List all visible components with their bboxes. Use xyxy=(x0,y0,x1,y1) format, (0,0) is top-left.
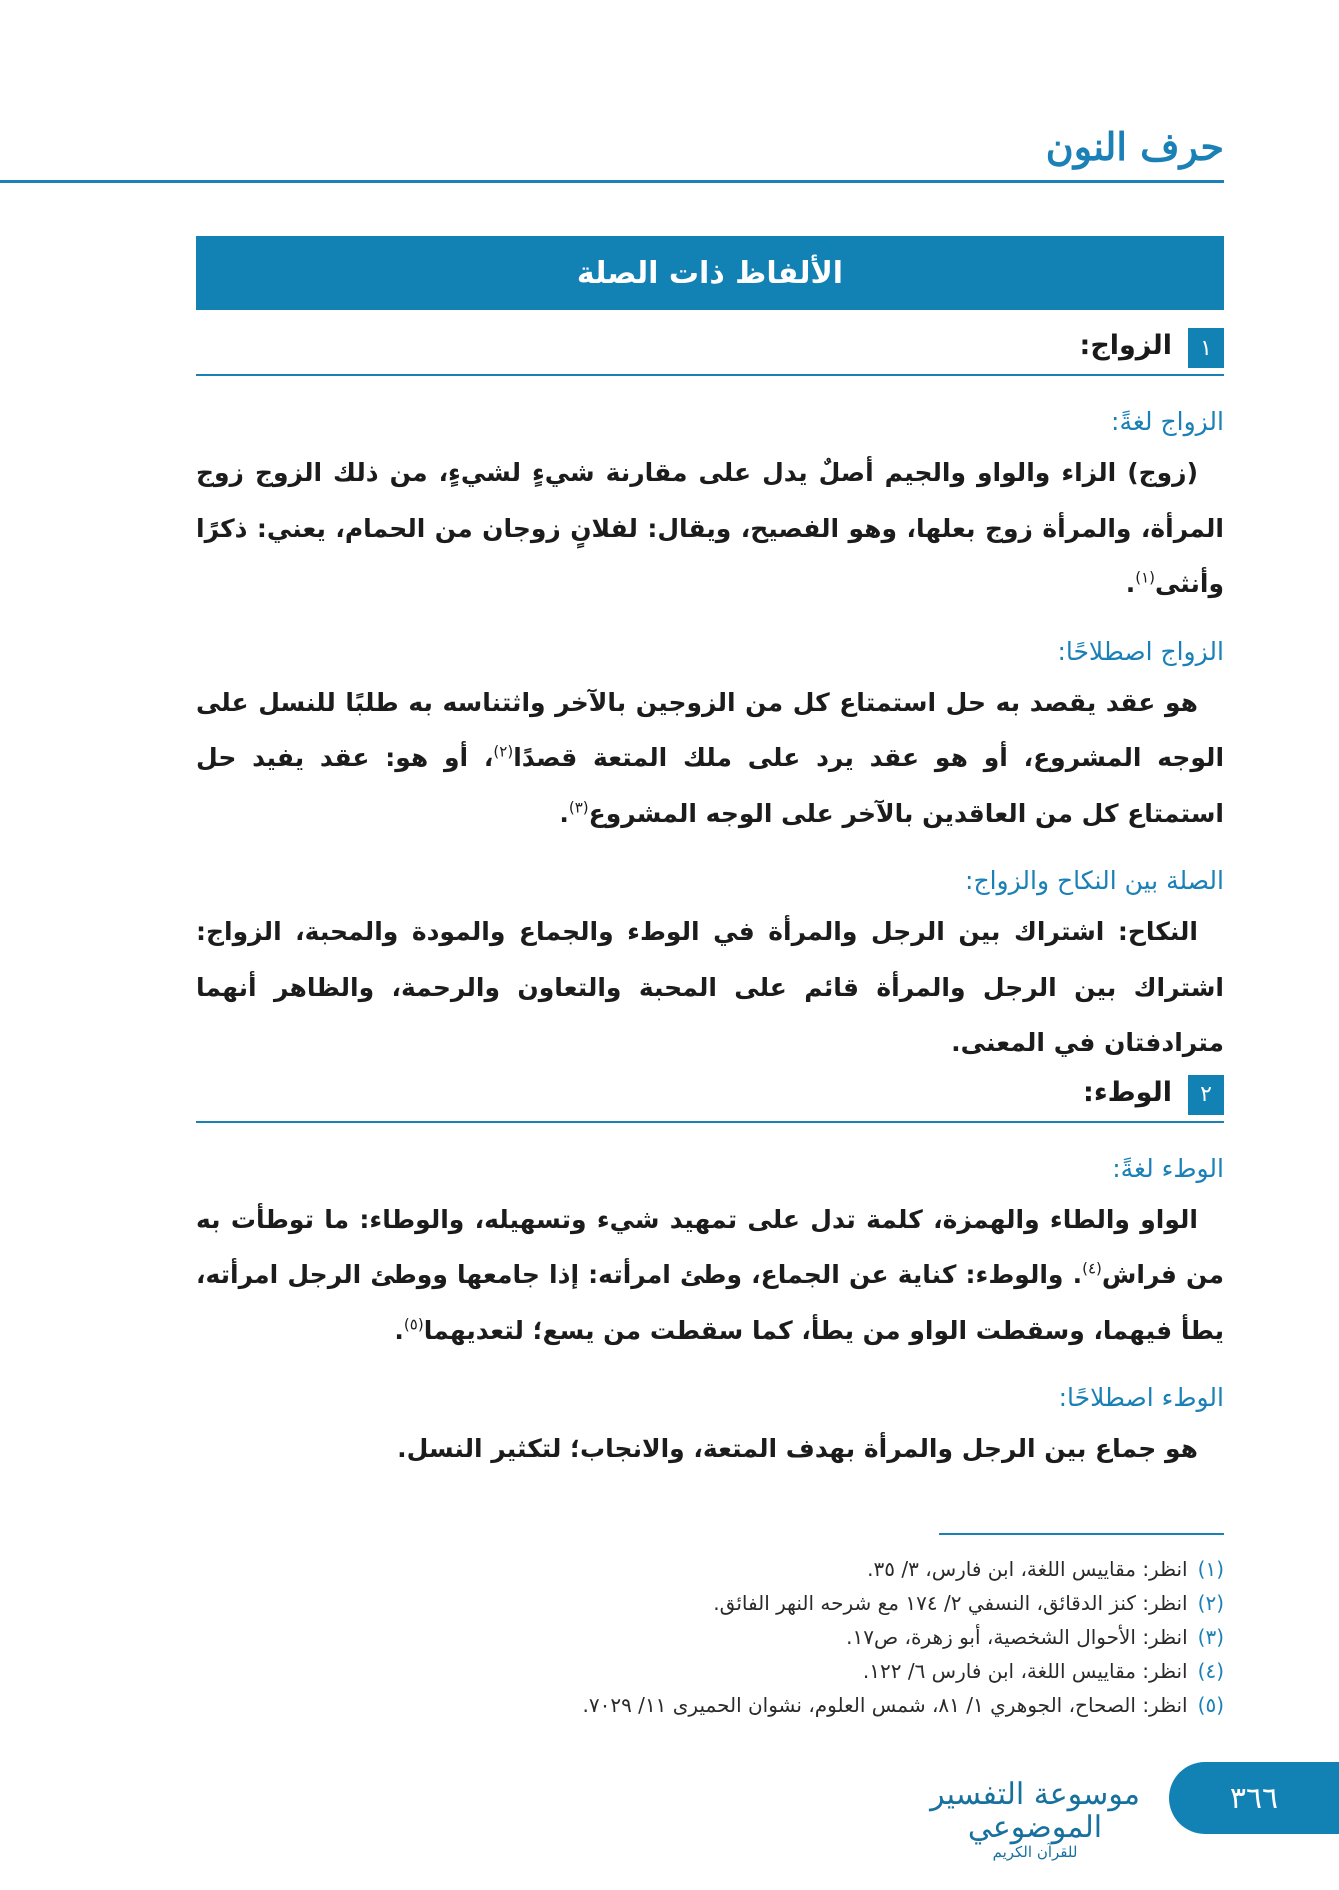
term-number-badge: ١ xyxy=(1188,328,1224,368)
paragraph-text: هو عقد يقصد به حل استمتاع كل من الزوجين بالآخر واثتناسه به طلبًا للنسل على الوجه المشروع، أو هو عقد يرد على ملك المتعة قصدًا xyxy=(196,687,1225,772)
page-number-tab xyxy=(1169,1762,1339,1834)
footnote-number: (١) xyxy=(1197,1557,1224,1581)
paragraph-linguistic xyxy=(196,1192,1224,1359)
footnote-ref[interactable]: (٤) xyxy=(1082,1259,1102,1278)
footnote-ref[interactable]: (٣) xyxy=(568,798,589,817)
term-rule xyxy=(196,374,1224,376)
footnote-text: انظر: الأحوال الشخصية، أبو زهرة، ص١٧. xyxy=(846,1625,1188,1649)
subheading-terminological: الوطء اصطلاحًا: xyxy=(1058,1383,1224,1412)
subheading-linguistic: الزواج لغةً: xyxy=(1111,407,1224,436)
paragraph-text: ، أو هو: عقد يفيد حل استمتاع كل من العاقدين بالآخر على الوجه المشروع xyxy=(196,743,1224,828)
footnote-item xyxy=(196,1586,1224,1620)
main-content xyxy=(196,310,1224,1477)
subheading-terminological: الزواج اصطلاحًا: xyxy=(1057,636,1224,666)
footnote-text: انظر: مقاييس اللغة، ابن فارس، ٣/ ٣٥. xyxy=(867,1557,1188,1581)
term-heading xyxy=(196,1071,1224,1123)
paragraph-linguistic xyxy=(196,445,1224,612)
term-number-badge: ٢ xyxy=(1188,1075,1224,1115)
footnote-rule xyxy=(939,1533,1224,1535)
footnote-ref[interactable]: (١) xyxy=(1135,568,1155,587)
term-rule xyxy=(196,1121,1224,1123)
term-label: الزواج: xyxy=(1079,330,1172,361)
paragraph-relation: النكاح: اشتراك بين الرجل والمرأة في الوطء والجماع والمودة والمحبة، الزواج: اشتراك بين الرجل والمرأة قائم على المحبة والتعاون والرحمة، والظاهر أنهما مترادفتان في المعنى. xyxy=(196,917,1224,1057)
footnote-text: انظر: الصحاح، الجوهري ١/ ٨١، شمس العلوم، نشوان الحميرى ١١/ ٧٠٢٩. xyxy=(582,1693,1188,1717)
term-heading xyxy=(196,310,1224,376)
paragraph-text: . xyxy=(394,1315,404,1345)
section-banner xyxy=(196,236,1224,310)
logo-subtitle: للقرآن الكريم xyxy=(992,1843,1078,1861)
section-banner-title: الألفاظ ذات الصلة xyxy=(576,255,844,291)
footnotes-list xyxy=(196,1552,1224,1722)
paragraph-text: . والوطء: كناية عن الجماع، وطئ امرأته: إذا جامعها ووطئ الرجل امرأته، يطأ فيهما، وسقطت الواو من يطأ، كما سقطت من يسع؛ لتعديهما xyxy=(196,1260,1224,1345)
footnote-ref[interactable]: (٥) xyxy=(403,1315,424,1334)
paragraph-text: (زوج) الزاء والواو والجيم أصلٌ يدل على مقارنة شيءٍ لشيءٍ، من ذلك الزوج زوج المرأة، والمرأة زوج بعلها، وهو الفصيح، ويقال: لفلانٍ زوجان من الحمام، يعني: ذكرًا وأنثى xyxy=(196,458,1224,598)
footnote-item xyxy=(196,1620,1224,1654)
encyclopedia-logo xyxy=(910,1778,1160,1861)
chapter-title: حرف النون xyxy=(1045,124,1224,169)
paragraph-terminological xyxy=(196,675,1224,842)
footnote-item xyxy=(196,1688,1224,1722)
paragraph-text: . xyxy=(559,798,569,828)
footnote-item xyxy=(196,1552,1224,1586)
footnote-text: انظر: كنز الدقائق، النسفي ٢/ ١٧٤ مع شرحه النهر الفائق. xyxy=(713,1591,1188,1615)
term-label: الوطء: xyxy=(1083,1076,1172,1108)
paragraph-text: . xyxy=(1125,569,1136,598)
subheading-relation: الصلة بين النكاح والزواج: xyxy=(965,866,1224,895)
footnote-number: (٢) xyxy=(1197,1591,1224,1615)
footnote-text: انظر: مقاييس اللغة، ابن فارس ٦/ ١٢٢. xyxy=(862,1659,1188,1683)
subheading-linguistic: الوطء لغةً: xyxy=(1112,1153,1224,1183)
footnote-number: (٥) xyxy=(1197,1693,1224,1717)
paragraph-terminological: هو جماع بين الرجل والمرأة بهدف المتعة، والانجاب؛ لتكثير النسل. xyxy=(397,1434,1198,1463)
footnote-ref[interactable]: (٢) xyxy=(493,742,514,761)
footnote-item xyxy=(196,1654,1224,1688)
paragraph-text: الواو والطاء والهمزة، كلمة تدل على تمهيد شيء وتسهيله، والوطاء: ما توطأت به من فراش xyxy=(196,1204,1224,1289)
logo-title: موسوعة التفسير الموضوعي xyxy=(930,1777,1140,1845)
footnote-number: (٤) xyxy=(1197,1659,1224,1683)
footnote-number: (٣) xyxy=(1197,1625,1224,1649)
page-number: ٣٦٦ xyxy=(1229,1780,1279,1816)
header-rule xyxy=(0,180,1224,183)
